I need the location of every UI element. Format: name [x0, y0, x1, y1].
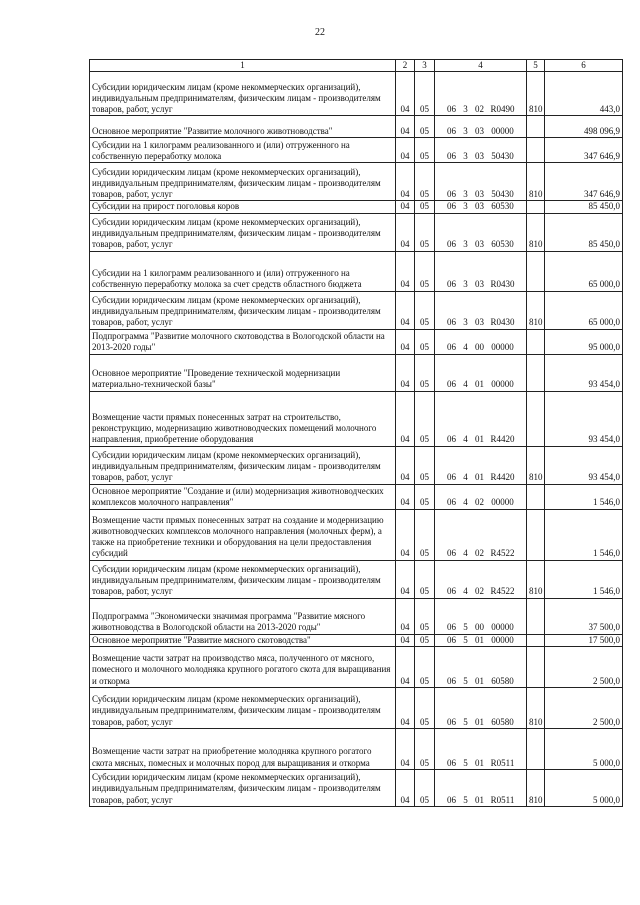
row-amount: 2 500,0 — [545, 646, 623, 687]
row-col3: 05 — [415, 391, 435, 446]
table-row — [90, 138, 623, 163]
row-name: Субсидии юридическим лицам (кроме некоммерческих организаций), индивидуальным предпринимателям, физическим лицам - производителям товаров, работ, услуг — [90, 446, 396, 484]
code-part-2: 3 — [463, 126, 468, 136]
row-target-code — [435, 769, 527, 806]
code-part-1: 06 — [447, 239, 456, 250]
row-name: Субсидии на 1 килограмм реализованного и (или) отгруженного на собственную переработку молока за счет средств областного бюджета — [90, 251, 396, 291]
row-col2: 04 — [396, 634, 415, 646]
code-part-2: 5 — [463, 716, 468, 727]
row-name: Субсидии на прирост поголовья коров — [90, 201, 396, 213]
row-col5: 810 — [527, 291, 545, 329]
code-part-1: 06 — [447, 104, 456, 114]
row-col3: 05 — [415, 329, 435, 354]
row-col2: 04 — [396, 687, 415, 728]
row-amount: 347 646,9 — [545, 163, 623, 201]
row-col5 — [527, 598, 545, 634]
row-col5: 810 — [527, 560, 545, 598]
row-col5: 810 — [527, 769, 545, 806]
code-part-1: 06 — [447, 497, 456, 508]
code-part-4: 50430 — [491, 151, 514, 161]
row-target-code — [435, 201, 527, 213]
row-name: Основное мероприятие "Развитие молочного животноводства" — [90, 116, 396, 138]
row-amount: 93 454,0 — [545, 391, 623, 446]
table-header-row — [90, 60, 623, 72]
code-part-3: 01 — [475, 472, 484, 483]
row-col3: 05 — [415, 769, 435, 806]
column-header: 4 — [435, 60, 527, 72]
table-row — [90, 72, 623, 116]
row-target-code — [435, 634, 527, 646]
row-name: Возмещение части затрат на приобретение молодняка крупного рогатого скота мясных, помесных и молочных пород для выращивания и откорма — [90, 728, 396, 769]
row-col3: 05 — [415, 598, 435, 634]
row-col3: 05 — [415, 728, 435, 769]
row-col3: 05 — [415, 201, 435, 213]
row-col5 — [527, 251, 545, 291]
row-col5: 810 — [527, 446, 545, 484]
row-target-code — [435, 509, 527, 560]
row-amount: 65 000,0 — [545, 251, 623, 291]
code-part-2: 4 — [463, 434, 468, 445]
row-amount: 1 546,0 — [545, 484, 623, 509]
code-part-1: 06 — [447, 201, 456, 212]
row-col3: 05 — [415, 72, 435, 116]
row-col5: 810 — [527, 72, 545, 116]
row-amount: 2 500,0 — [545, 687, 623, 728]
row-col5 — [527, 354, 545, 391]
code-part-4: 60530 — [491, 201, 514, 212]
column-header: 6 — [545, 60, 623, 72]
row-name: Субсидии юридическим лицам (кроме некоммерческих организаций), индивидуальным предпринимателям, физическим лицам - производителям товаров, работ, услуг — [90, 213, 396, 251]
table-row — [90, 251, 623, 291]
table-row — [90, 484, 623, 509]
row-col3: 05 — [415, 138, 435, 163]
row-target-code — [435, 291, 527, 329]
row-name: Подпрограмма "Экономически значимая программа "Развитие мясного животноводства в Вологодской области на 2013-2020 годы" — [90, 598, 396, 634]
row-target-code — [435, 560, 527, 598]
table-row — [90, 646, 623, 687]
code-part-1: 06 — [447, 126, 456, 136]
row-amount: 95 000,0 — [545, 329, 623, 354]
row-name: Субсидии юридическим лицам (кроме некоммерческих организаций), индивидуальным предпринимателям, физическим лицам - производителям товаров, работ, услуг — [90, 687, 396, 728]
budget-table — [89, 59, 623, 807]
code-part-2: 5 — [463, 675, 468, 686]
row-col3: 05 — [415, 560, 435, 598]
row-name: Субсидии на 1 килограмм реализованного и (или) отгруженного на собственную переработку молока — [90, 138, 396, 163]
code-part-3: 02 — [475, 548, 484, 559]
row-col3: 05 — [415, 116, 435, 138]
row-amount: 37 500,0 — [545, 598, 623, 634]
page-number: 22 — [315, 27, 325, 38]
row-amount: 498 096,9 — [545, 116, 623, 138]
row-col3: 05 — [415, 509, 435, 560]
row-amount: 17 500,0 — [545, 634, 623, 646]
column-header: 1 — [90, 60, 396, 72]
row-target-code — [435, 213, 527, 251]
code-part-1: 06 — [447, 622, 456, 633]
row-target-code — [435, 687, 527, 728]
row-name: Возмещение части прямых понесенных затрат на строительство, реконструкцию, модернизацию животноводческих помещений молочного направления, приобретение оборудования — [90, 391, 396, 446]
row-name: Возмещение части затрат на производство мяса, полученного от мясного, помесного и молочного молодняка крупного рогатого скота для выращивания и откорма — [90, 646, 396, 687]
row-name: Субсидии юридическим лицам (кроме некоммерческих организаций), индивидуальным предпринимателям, физическим лицам - производителям товаров, работ, услуг — [90, 163, 396, 201]
row-col2: 04 — [396, 213, 415, 251]
row-col5 — [527, 509, 545, 560]
row-col2: 04 — [396, 509, 415, 560]
row-col2: 04 — [396, 291, 415, 329]
table-row — [90, 354, 623, 391]
code-part-3: 01 — [475, 379, 484, 390]
table-row — [90, 291, 623, 329]
row-amount: 1 546,0 — [545, 560, 623, 598]
code-part-2: 4 — [463, 586, 468, 597]
code-part-2: 3 — [463, 189, 468, 199]
row-col5 — [527, 484, 545, 509]
code-part-4: R4420 — [490, 472, 515, 483]
row-col2: 04 — [396, 354, 415, 391]
row-name: Основное мероприятие "Создание и (или) модернизация животноводческих комплексов молочного направления" — [90, 484, 396, 509]
row-col5 — [527, 116, 545, 138]
row-amount: 93 454,0 — [545, 446, 623, 484]
code-part-3: 01 — [475, 434, 484, 445]
table-row — [90, 201, 623, 213]
row-target-code — [435, 72, 527, 116]
code-part-3: 01 — [475, 757, 484, 768]
code-part-1: 06 — [447, 342, 456, 353]
table-row — [90, 446, 623, 484]
code-part-1: 06 — [447, 586, 456, 597]
row-col5: 810 — [527, 687, 545, 728]
code-part-3: 01 — [475, 794, 484, 805]
code-part-2: 3 — [463, 151, 468, 161]
code-part-2: 5 — [463, 634, 468, 645]
table-row — [90, 509, 623, 560]
code-part-2: 4 — [463, 472, 468, 483]
table-row — [90, 687, 623, 728]
code-part-1: 06 — [447, 434, 456, 445]
code-part-1: 06 — [447, 317, 456, 328]
table-row — [90, 560, 623, 598]
row-name: Возмещение части прямых понесенных затрат на создание и модернизацию животноводческих комплексов молочного направления (молочных ферм), а также на приобретение техники и оборудования на цели предоставления субсидий — [90, 509, 396, 560]
row-target-code — [435, 138, 527, 163]
code-part-1: 06 — [447, 279, 456, 290]
row-col2: 04 — [396, 769, 415, 806]
row-col2: 04 — [396, 72, 415, 116]
row-col5: 810 — [527, 163, 545, 201]
code-part-1: 06 — [447, 794, 456, 805]
row-col3: 05 — [415, 291, 435, 329]
row-col2: 04 — [396, 391, 415, 446]
code-part-3: 00 — [475, 622, 484, 633]
code-part-4: 00000 — [491, 622, 514, 633]
code-part-2: 3 — [463, 201, 468, 212]
row-amount: 1 546,0 — [545, 509, 623, 560]
code-part-4: 00000 — [491, 342, 514, 353]
row-amount: 5 000,0 — [545, 728, 623, 769]
row-target-code — [435, 598, 527, 634]
code-part-1: 06 — [447, 472, 456, 483]
row-amount: 5 000,0 — [545, 769, 623, 806]
code-part-1: 06 — [447, 634, 456, 645]
row-col5 — [527, 646, 545, 687]
row-col2: 04 — [396, 646, 415, 687]
code-part-4: R0511 — [490, 757, 515, 768]
row-col5 — [527, 634, 545, 646]
row-target-code — [435, 354, 527, 391]
row-col2: 04 — [396, 329, 415, 354]
row-col2: 04 — [396, 138, 415, 163]
row-target-code — [435, 391, 527, 446]
row-col5: 810 — [527, 213, 545, 251]
row-col3: 05 — [415, 163, 435, 201]
table-row — [90, 634, 623, 646]
row-target-code — [435, 646, 527, 687]
row-col3: 05 — [415, 251, 435, 291]
row-col3: 05 — [415, 213, 435, 251]
code-part-2: 4 — [463, 342, 468, 353]
code-part-4: 60580 — [491, 716, 514, 727]
code-part-3: 03 — [475, 126, 484, 136]
code-part-4: R4420 — [490, 434, 515, 445]
code-part-3: 02 — [475, 497, 484, 508]
code-part-2: 4 — [463, 497, 468, 508]
code-part-3: 02 — [475, 104, 484, 114]
code-part-4: 50430 — [491, 189, 514, 199]
row-col5 — [527, 728, 545, 769]
code-part-2: 5 — [463, 757, 468, 768]
row-name: Основное мероприятие "Развитие мясного скотоводства" — [90, 634, 396, 646]
code-part-3: 01 — [475, 675, 484, 686]
row-name: Субсидии юридическим лицам (кроме некоммерческих организаций), индивидуальным предпринимателям, физическим лицам - производителям товаров, работ, услуг — [90, 72, 396, 116]
row-target-code — [435, 251, 527, 291]
row-col2: 04 — [396, 251, 415, 291]
code-part-4: R0511 — [490, 794, 515, 805]
code-part-4: R0430 — [490, 317, 515, 328]
row-col3: 05 — [415, 687, 435, 728]
code-part-4: 00000 — [491, 379, 514, 390]
row-col3: 05 — [415, 634, 435, 646]
code-part-2: 3 — [463, 239, 468, 250]
row-name: Подпрограмма "Развитие молочного скотоводства в Вологодской области на 2013-2020 годы" — [90, 329, 396, 354]
code-part-2: 3 — [463, 104, 468, 114]
row-target-code — [435, 446, 527, 484]
code-part-1: 06 — [447, 151, 456, 161]
row-name: Субсидии юридическим лицам (кроме некоммерческих организаций), индивидуальным предпринимателям, физическим лицам - производителям товаров, работ, услуг — [90, 291, 396, 329]
row-col5 — [527, 201, 545, 213]
row-amount: 85 450,0 — [545, 201, 623, 213]
row-col2: 04 — [396, 728, 415, 769]
row-amount: 65 000,0 — [545, 291, 623, 329]
row-col2: 04 — [396, 201, 415, 213]
row-name: Субсидии юридическим лицам (кроме некоммерческих организаций), индивидуальным предпринимателям, физическим лицам - производителям товаров, работ, услуг — [90, 769, 396, 806]
code-part-3: 03 — [475, 279, 484, 290]
row-target-code — [435, 329, 527, 354]
row-amount: 93 454,0 — [545, 354, 623, 391]
row-col2: 04 — [396, 560, 415, 598]
row-amount: 443,0 — [545, 72, 623, 116]
row-col2: 04 — [396, 446, 415, 484]
code-part-4: R4522 — [490, 548, 515, 559]
row-target-code — [435, 116, 527, 138]
code-part-3: 00 — [475, 342, 484, 353]
table-row — [90, 391, 623, 446]
table-row — [90, 163, 623, 201]
row-col3: 05 — [415, 354, 435, 391]
code-part-4: 00000 — [491, 126, 514, 136]
code-part-3: 01 — [475, 634, 484, 645]
code-part-2: 3 — [463, 317, 468, 328]
code-part-2: 4 — [463, 379, 468, 390]
row-amount: 85 450,0 — [545, 213, 623, 251]
row-col3: 05 — [415, 646, 435, 687]
code-part-4: R0430 — [490, 279, 515, 290]
row-target-code — [435, 484, 527, 509]
row-target-code — [435, 163, 527, 201]
table-row — [90, 769, 623, 806]
row-col5 — [527, 391, 545, 446]
table-row — [90, 329, 623, 354]
code-part-1: 06 — [447, 548, 456, 559]
code-part-3: 03 — [475, 317, 484, 328]
code-part-4: 60580 — [491, 675, 514, 686]
code-part-3: 03 — [475, 239, 484, 250]
column-header: 5 — [527, 60, 545, 72]
row-name: Субсидии юридическим лицам (кроме некоммерческих организаций), индивидуальным предпринимателям, физическим лицам - производителям товаров, работ, услуг — [90, 560, 396, 598]
table-row — [90, 116, 623, 138]
row-col2: 04 — [396, 163, 415, 201]
code-part-1: 06 — [447, 757, 456, 768]
code-part-3: 03 — [475, 151, 484, 161]
row-col3: 05 — [415, 446, 435, 484]
code-part-4: R4522 — [490, 586, 515, 597]
code-part-4: R0490 — [490, 104, 515, 114]
table-row — [90, 213, 623, 251]
code-part-4: 00000 — [491, 497, 514, 508]
code-part-2: 4 — [463, 548, 468, 559]
row-target-code — [435, 728, 527, 769]
table-row — [90, 728, 623, 769]
row-amount: 347 646,9 — [545, 138, 623, 163]
code-part-3: 03 — [475, 201, 484, 212]
row-col2: 04 — [396, 116, 415, 138]
code-part-4: 00000 — [491, 634, 514, 645]
code-part-3: 01 — [475, 716, 484, 727]
row-col2: 04 — [396, 484, 415, 509]
code-part-4: 60530 — [491, 239, 514, 250]
code-part-2: 5 — [463, 622, 468, 633]
row-col3: 05 — [415, 484, 435, 509]
table-row — [90, 598, 623, 634]
code-part-2: 3 — [463, 279, 468, 290]
code-part-1: 06 — [447, 189, 456, 199]
row-name: Основное мероприятие "Проведение технической модернизации материально-технической базы" — [90, 354, 396, 391]
code-part-1: 06 — [447, 716, 456, 727]
code-part-3: 03 — [475, 189, 484, 199]
code-part-2: 5 — [463, 794, 468, 805]
row-col2: 04 — [396, 598, 415, 634]
row-col5 — [527, 138, 545, 163]
code-part-1: 06 — [447, 675, 456, 686]
code-part-1: 06 — [447, 379, 456, 390]
column-header: 2 — [396, 60, 415, 72]
code-part-3: 02 — [475, 586, 484, 597]
row-col5 — [527, 329, 545, 354]
column-header: 3 — [415, 60, 435, 72]
